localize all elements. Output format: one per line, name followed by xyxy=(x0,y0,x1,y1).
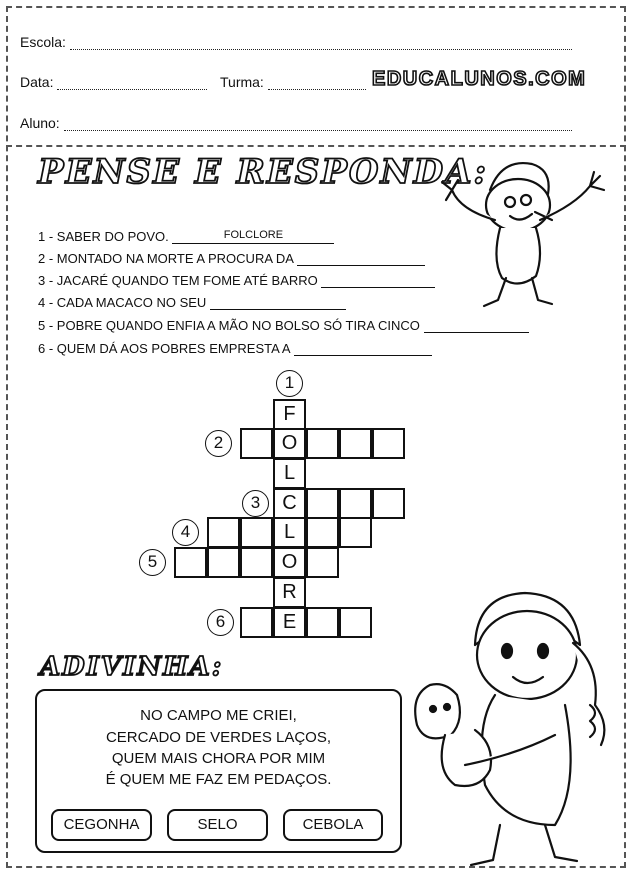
answer-6-blank[interactable] xyxy=(294,342,432,356)
riddle-box xyxy=(35,689,402,853)
crossword-cell[interactable] xyxy=(207,547,240,578)
header-divider xyxy=(6,145,626,147)
option-selo-button[interactable]: SELO xyxy=(167,809,268,841)
crossword-cell[interactable] xyxy=(240,607,273,638)
answer-2-blank[interactable] xyxy=(297,252,425,266)
crossword-cell[interactable] xyxy=(339,488,372,519)
riddle-line-4: É QUEM ME FAZ EM PEDAÇOS. xyxy=(105,771,332,788)
question-6 xyxy=(38,341,432,356)
crossword-cell[interactable] xyxy=(339,607,372,638)
question-3 xyxy=(38,273,435,288)
school-line[interactable] xyxy=(70,37,572,50)
question-1 xyxy=(38,229,334,244)
option-cebola-button[interactable]: CEBOLA xyxy=(283,809,383,841)
crossword-cell[interactable] xyxy=(372,488,405,519)
crossword-cell[interactable] xyxy=(372,428,405,459)
clue-number-3: 3 xyxy=(242,490,269,517)
answer-1-blank[interactable] xyxy=(172,230,334,244)
student-field[interactable] xyxy=(20,115,572,131)
option-cegonha-button[interactable]: CEGONHA xyxy=(51,809,152,841)
crossword-cell[interactable] xyxy=(306,517,339,548)
clue-number-4: 4 xyxy=(172,519,199,546)
question-6-text: 6 - QUEM DÁ AOS POBRES EMPRESTA A xyxy=(38,341,290,356)
crossword-letter-cell[interactable]: O xyxy=(273,547,306,578)
question-4-text: 4 - CADA MACACO NO SEU xyxy=(38,295,207,310)
question-4 xyxy=(38,295,346,310)
riddle-line-3: QUEM MAIS CHORA POR MIM xyxy=(111,750,326,767)
cartoon-boy-illustration xyxy=(440,150,610,315)
date-label: Data: xyxy=(20,74,54,90)
answer-5-blank[interactable] xyxy=(424,319,529,333)
date-field[interactable] xyxy=(20,74,207,90)
crossword-cell[interactable] xyxy=(174,547,207,578)
crossword-letter-cell[interactable]: R xyxy=(273,577,306,608)
crossword-cell[interactable] xyxy=(339,428,372,459)
class-field[interactable] xyxy=(220,74,366,90)
crossword-cell[interactable] xyxy=(240,547,273,578)
crossword-letter-cell[interactable]: C xyxy=(273,488,306,519)
question-5-text: 5 - POBRE QUANDO ENFIA A MÃO NO BOLSO SÓ TIRA CINCO xyxy=(38,318,420,333)
brand-logo: EDUCALUNOS.COM xyxy=(372,68,587,90)
crossword-cell[interactable] xyxy=(240,428,273,459)
crossword-letter-cell[interactable]: F xyxy=(273,399,306,430)
crossword-letter-cell[interactable]: O xyxy=(273,428,306,459)
school-label: Escola: xyxy=(20,34,66,50)
clue-number-6: 6 xyxy=(207,609,234,636)
riddle-line-1: NO CAMPO ME CRIEI, xyxy=(140,707,297,724)
question-2-text: 2 - MONTADO NA MORTE A PROCURA DA xyxy=(38,251,294,266)
answer-1-text: FOLCLORE xyxy=(223,229,284,241)
question-3-text: 3 - JACARÉ QUANDO TEM FOME ATÉ BARRO xyxy=(38,273,318,288)
crossword-cell[interactable] xyxy=(240,517,273,548)
crossword-letter-cell[interactable]: L xyxy=(273,517,306,548)
clue-number-2: 2 xyxy=(205,430,232,457)
riddle-line-2: CERCADO DE VERDES LAÇOS, xyxy=(105,729,332,746)
class-line[interactable] xyxy=(268,77,366,90)
school-field[interactable] xyxy=(20,34,572,50)
crossword-cell[interactable] xyxy=(306,428,339,459)
crossword-cell[interactable] xyxy=(306,547,339,578)
date-line[interactable] xyxy=(57,77,207,90)
crossword-cell[interactable] xyxy=(306,488,339,519)
girl-with-doll-illustration xyxy=(405,585,625,870)
crossword-cell[interactable] xyxy=(207,517,240,548)
clue-number-5: 5 xyxy=(139,549,166,576)
crossword-cell[interactable] xyxy=(306,607,339,638)
student-line[interactable] xyxy=(64,118,572,131)
answer-4-blank[interactable] xyxy=(210,296,346,310)
class-label: Turma: xyxy=(220,74,264,90)
question-2 xyxy=(38,251,425,266)
question-5 xyxy=(38,318,529,333)
question-1-text: 1 - SABER DO POVO. xyxy=(38,229,169,244)
crossword-letter-cell[interactable]: L xyxy=(273,458,306,489)
clue-number-1: 1 xyxy=(276,370,303,397)
student-label: Aluno: xyxy=(20,115,60,131)
answer-3-blank[interactable] xyxy=(321,274,435,288)
activity-title: PENSE E RESPONDA: xyxy=(38,152,489,192)
crossword-cell[interactable] xyxy=(339,517,372,548)
crossword-letter-cell[interactable]: E xyxy=(273,607,306,638)
riddle-title: ADIVINHA: xyxy=(40,652,224,682)
